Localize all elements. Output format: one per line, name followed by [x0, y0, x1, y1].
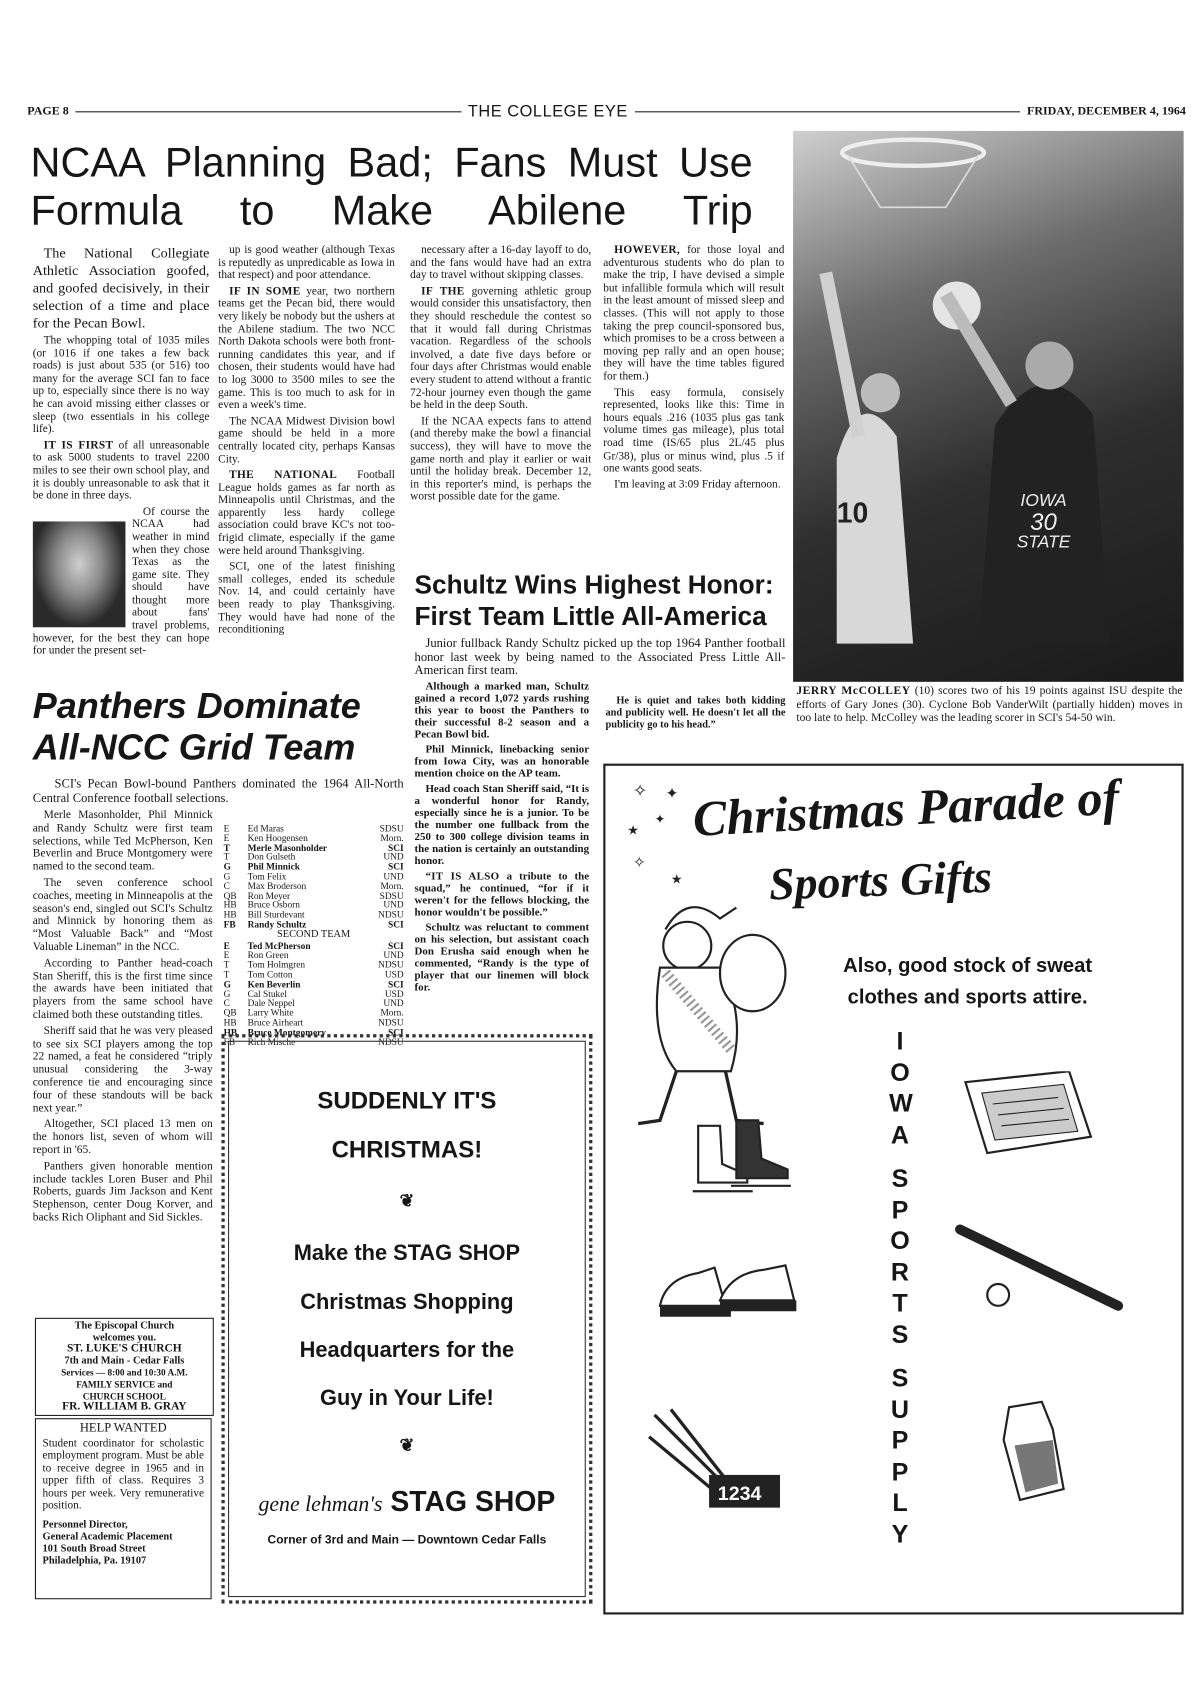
roster-position: G — [223, 987, 231, 999]
roster-position: QB — [223, 1007, 237, 1018]
gift-box-icon — [960, 1071, 1096, 1164]
roster-school: SCI — [387, 918, 404, 930]
help-wanted-contact — [43, 1519, 204, 1567]
paragraph-lead-in: “IT IS ALSO — [425, 870, 500, 883]
help-wanted-body: Student coordinator for scholastic employment program. Must be able to receive degree in 1965 and in upper fifth of class. Requires 3 hours per week. Very remunerative position. — [42, 1437, 204, 1512]
ncaa-column-1 — [33, 244, 210, 680]
brand-name: STAG SHOP — [390, 1484, 556, 1518]
roster-player: Bruce Osborn — [247, 899, 300, 911]
roster-player: Randy Schultz — [247, 918, 307, 930]
paragraph: IT IS FIRST of all unreasonable to ask 5000 students to travel 2200 miles to see their own school play, and it is doubly unreasonable to ask that it be done in three days. — [32, 439, 210, 502]
roster-player: Bruce Montgomery — [247, 1026, 327, 1038]
roster-position: T — [223, 959, 230, 970]
paragraph: Schultz was reluctant to comment on his selection, but assistant coach Don Erusha said enough when he commented, “Randy is the type of player that our linemen will block for. — [414, 921, 590, 994]
svg-text:★: ★ — [670, 871, 683, 887]
church-ad-line: FAMILY SERVICE and — [76, 1378, 173, 1390]
paragraph: Merle Masonholder, Phil Minnick and Randy Schultz were first team selections, while Ted McPherson, Ken Beverlin and Bruce Montgomery were named to the second team. — [32, 809, 213, 873]
paragraph: SCI, one of the latest finishing small colleges, ended its schedule Nov. 14, and could certainly have been ready to play Thanksgiving. They would have had none of the reconditioning — [218, 560, 395, 637]
stag-ad-line: Guy in Your Life! — [320, 1386, 494, 1411]
panthers-column — [33, 809, 213, 1311]
club-numbers: 1234 — [717, 1482, 762, 1505]
roster-player: Phil Minnick — [247, 860, 300, 872]
schultz-headline-line-1: Schultz Wins Highest Honor: — [414, 570, 774, 600]
contact-line: Philadelphia, Pa. 19107 — [42, 1555, 147, 1566]
roster-position: C — [223, 880, 230, 892]
roster-player: Tom Holmgren — [247, 959, 306, 970]
paragraph: up is good weather (although Texas is reputedly as unpredicable as Iowa in that respect) and poor attendance. — [218, 244, 395, 282]
paragraph: Head coach Stan Sheriff said, “It is a wonderful honor for Randy, especially since he is a junior. To be the number one fullback from the 250 to 300 college division teams in the nation is certainly an outstanding honor. — [414, 783, 590, 868]
roster-position: HB — [223, 1016, 237, 1028]
roster-position: G — [223, 860, 231, 872]
paragraph: According to Panther head-coach Stan Sheriff, this is the first time since the awards have been initiated that players from the same school have claimed both these outstanding titles. — [32, 957, 213, 1022]
paragraph: This easy formula, consisely represented, looks like this: Time in hours equals .216 (1035 plus gas tank volume times gas mileage), plus total road time (IS/65 plus 2L/45 plus Gr/38), plus or minus wind, plus .5 if one wants good seats. — [603, 386, 785, 475]
help-wanted-ad — [35, 1418, 212, 1599]
roster-school: NDSU — [378, 1016, 404, 1028]
baseball-bat-icon — [955, 1224, 1130, 1333]
stag-ad-line: Christmas Shopping — [300, 1290, 514, 1315]
roster-player: Merle Masonholder — [247, 841, 328, 853]
roster-player: Ed Maras — [247, 822, 284, 834]
paragraph: He is quiet and takes both kidding and publicity well. He doesn't let all the publicity go to his head.” — [605, 695, 786, 731]
paragraph-lead-in: HOWEVER, — [614, 244, 681, 257]
roster-position: E — [223, 939, 230, 951]
panthers-headline-line-1: Panthers Dominate — [32, 685, 361, 726]
paragraph: The whopping total of 1035 miles (or 1016 if one takes a few back roads) is just about 535 (or 516) too many for the average SCI fan to face up to, especially since there is no way he can avoid missing either classes or sleep (two essentials in his college life). — [32, 334, 210, 436]
roster-position: T — [223, 841, 230, 853]
header-rule — [634, 111, 1020, 112]
brand-script: gene lehman's — [258, 1492, 383, 1517]
ornament-icon: ❦ — [399, 1436, 415, 1456]
roster-first-team — [224, 824, 404, 930]
roster-school: Morn. — [380, 1007, 404, 1018]
schultz-headline-line-2: First Team Little All-America — [414, 602, 767, 632]
iowa-sports-supply-ad — [603, 764, 1183, 1615]
santa-with-drum-illustration — [627, 886, 802, 1137]
roster-player: Ken Beverlin — [247, 978, 301, 990]
svg-text:✦: ✦ — [665, 785, 679, 803]
roster-player: Bruce Airheart — [247, 1016, 304, 1028]
page-header — [27, 101, 1186, 121]
basketball-hoop — [842, 140, 984, 166]
paragraph: If the NCAA expects fans to attend (and thereby make the bowl a financial success), they will have to move the game north and play it earlier or wait until the holiday break. December 12, in this reporter's mind, is perhaps the worst possible date for the game. — [410, 415, 592, 504]
ornament-icon: ❦ — [399, 1192, 415, 1211]
roster-position: T — [223, 968, 230, 980]
roster-player: Cal Stukel — [247, 987, 287, 999]
paragraph-lead-in: IF IN SOME — [229, 285, 301, 298]
svg-text:★: ★ — [627, 822, 640, 838]
svg-text:✧: ✧ — [632, 780, 648, 801]
roster-position: G — [223, 870, 231, 882]
paragraph: IF IN SOME year, two northern teams get the Pecan bid, there would very likely be nobody but the ushers at the Abilene stadium. The two NCC North Dakota schools were both front-running candidates this year, and if chosen, their students would have had to log 3000 to 3500 miles to see the game. This is too much to ask for in even a week's time. — [218, 285, 395, 412]
paragraph: Panthers given honorable mention include tackles Loren Buser and Phil Roberts, guards Jim Jackson and Kent Stephenson, center Doug Korver, and backs Rich Oliphant and Sid Sickles. — [32, 1160, 213, 1224]
schultz-headline — [415, 569, 791, 632]
roster-position: E — [223, 949, 230, 961]
roster-position: C — [223, 997, 230, 1009]
church-ad-line: CHURCH SCHOOL — [82, 1390, 166, 1402]
roster-position: HB — [223, 1026, 238, 1038]
paragraph: THE NATIONAL Football League holds games as far north as Minneapolis until Christmas, and the apparently less hardy college association could brave KC's not too-frigid climate, especially if the game were held around Thanksgiving. — [218, 469, 395, 558]
paragraph: necessary after a 16-day layoff to do, and the fans would have had an extra day to travel without skipping classes. — [410, 244, 592, 282]
vertical-word-iowa: IOWA — [889, 1026, 913, 1149]
help-wanted-title: HELP WANTED — [79, 1421, 167, 1435]
roster-school: NDSU — [378, 959, 404, 970]
player-10-head — [861, 373, 900, 412]
church-ad-services: Services — 8:00 and 10:30 A.M. — [61, 1367, 188, 1379]
sneakers-icon — [655, 1257, 802, 1339]
paragraph: Altogether, SCI placed 13 men on the honors list, seven of whom will report in '65. — [32, 1118, 213, 1157]
svg-text:✦: ✦ — [654, 811, 666, 827]
golf-clubs-icon — [644, 1404, 786, 1524]
roster-school: SCI — [387, 1026, 404, 1038]
ncaa-column-3 — [410, 244, 591, 566]
caption-text: (10) scores two of his 19 points against ISU despite the efforts of Gary Jones (30). Cyclone Bob VanderWilt (partially hidden) moves in too late to help. McColley was the leading scorer in SCI's 54-50 win. — [796, 685, 1183, 725]
roster-position: G — [223, 978, 231, 990]
iowa-sports-supply-vertical — [884, 1025, 917, 1549]
jersey-text-iowa: IOWA — [1020, 491, 1067, 511]
stag-ad-address: Corner of 3rd and Main — Downtown Cedar Falls — [267, 1533, 547, 1547]
roster-school: UND — [383, 997, 404, 1009]
roster-school: SCI — [387, 978, 404, 990]
paragraph: IF THE governing athletic group would consider this unsatisfactory, then they should reschedule the contest so that it would fall during Christmas vacation. Regardless of the schools involved, a date five days before or four days after Christmas would enable every student to attend without a frantic 72-hour journey even though the game be held in the deep South. — [410, 285, 592, 412]
roster-school: SCI — [387, 841, 404, 853]
church-ad-line: The Episcopal Church — [74, 1321, 175, 1332]
roster-player: Ken Hoogensen — [247, 832, 308, 844]
roster-player: Ted McPherson — [247, 939, 311, 951]
roster-school: SCI — [387, 939, 404, 951]
schultz-column-b — [605, 696, 785, 751]
stag-ad-line: Headquarters for the — [299, 1338, 515, 1363]
panthers-headline — [33, 685, 409, 768]
roster-player: Rich Mische — [247, 1035, 296, 1047]
baseball-icon — [987, 1284, 1009, 1306]
player-10-arm — [826, 273, 859, 437]
roster-school: UND — [383, 851, 404, 863]
roster-player: Larry White — [247, 1007, 294, 1018]
roster-position: HB — [223, 908, 237, 920]
basketball-scene-illustration — [793, 131, 1184, 682]
jersey-text-state: STATE — [1016, 533, 1071, 552]
roster-position: HB — [223, 899, 237, 911]
ad-title-line-1: Christmas Parade of — [691, 768, 1121, 847]
roster-player: Ron Meyer — [247, 889, 291, 901]
roster-position: FB — [223, 918, 236, 930]
roster-player: Bill Sturdevant — [247, 908, 305, 920]
jersey-number-10: 10 — [836, 496, 869, 530]
roster-school: USD — [384, 987, 404, 999]
ncaa-headline-line-2: Formula to Make Abilene Trip — [30, 188, 753, 235]
stag-ad-headline-1: SUDDENLY IT'S — [317, 1086, 497, 1114]
roster-player: Tom Cotton — [247, 968, 293, 980]
paragraph: HOWEVER, for those loyal and adventurous students who do plan to make the trip, I have devised a simple but infallible formula which will result in the least amount of missed sleep and classes. (This will not apply to those taking the prep council-sponsored bus, which promises to be a cross between a moving pep rally and an open house; they will have the time tables figured for them.) — [603, 244, 785, 383]
contact-line: General Academic Placement — [42, 1531, 173, 1542]
roster-school: SCI — [387, 860, 404, 872]
ad-tagline: Also, good stock of sweat clothes and sports attire. — [843, 953, 1093, 1008]
roster-player: Tom Felix — [247, 870, 287, 882]
roster-second-team — [224, 941, 404, 1047]
roster-position: QB — [223, 889, 237, 901]
roster-school: NDSU — [378, 908, 404, 920]
paper-name: THE COLLEGE EYE — [467, 101, 628, 121]
roster-player: Max Broderson — [247, 880, 307, 892]
author-portrait — [33, 521, 126, 627]
roster-player: Dale Neppel — [247, 997, 295, 1009]
roster-position: E — [223, 832, 230, 844]
roster-position: T — [223, 851, 230, 863]
paragraph: The seven conference school coaches, meeting in Minneapolis at the season's end, singled out SCI's Schultz and Minnick by honoring them as “Most Valuable Back” and “Most Valuable Lineman” in the NCC. — [32, 877, 213, 954]
player-30-head — [1025, 341, 1073, 389]
ad-title-line-2: Sports Gifts — [768, 852, 993, 911]
paragraph-lead-in: THE NATIONAL — [229, 469, 338, 482]
church-ad-name: ST. LUKE'S CHURCH — [67, 1343, 182, 1356]
paragraph: The NCAA Midwest Division bowl game should be held in a more centrally located city, perhaps Kansas City. — [218, 415, 395, 466]
golf-bag-icon — [987, 1396, 1085, 1511]
stag-ad-headline-2: CHRISTMAS! — [331, 1135, 483, 1163]
all-ncc-roster — [224, 824, 404, 1047]
stag-ad-line: Make the STAG SHOP — [293, 1241, 521, 1266]
ice-skates-icon — [687, 1115, 796, 1197]
church-ad-line: welcomes you. — [92, 1332, 157, 1344]
church-ad-pastor: FR. WILLIAM B. GRAY — [62, 1400, 187, 1413]
ncaa-column-4 — [603, 244, 784, 566]
church-ad — [35, 1318, 214, 1416]
paragraph: I'm leaving at 3:09 Friday afternoon. — [614, 478, 781, 491]
paragraph: Sheriff said that he was very pleased to see six SCI players among the top 22 named, a feat he considered “triply unusual considering the 3-way conference tie and encouraging since four of these standouts will be back next year.” — [32, 1025, 213, 1115]
roster-school: Morn. — [380, 880, 404, 892]
paragraph: Of course the NCAA had weather in mind when they chose Texas as the game site. They should have thought more about fans' travel problems, however, for the best they can hope for under the present set- — [32, 505, 210, 657]
panthers-headline-line-2: All-NCC Grid Team — [32, 726, 356, 767]
roster-school: NDSU — [378, 1035, 404, 1047]
issue-date: FRIDAY, DECEMBER 4, 1964 — [1027, 104, 1186, 118]
roster-row — [224, 920, 404, 930]
svg-text:✧: ✧ — [632, 854, 646, 872]
vertical-word-supply: SUPPLY — [890, 1363, 910, 1548]
jersey-number-30: 30 — [1030, 508, 1057, 536]
header-rule — [75, 111, 461, 112]
schultz-intro — [415, 637, 786, 681]
caption-name: JERRY McCOLLEY — [796, 685, 911, 698]
church-ad-address: 7th and Main - Cedar Falls — [64, 1355, 185, 1367]
iowa-state-jersey — [1017, 491, 1071, 553]
roster-player: Don Gulseth — [247, 851, 296, 863]
stag-shop-logo — [225, 1485, 589, 1519]
roster-player: Ron Green — [247, 949, 289, 961]
roster-position: FB — [223, 1035, 236, 1047]
roster-school: UND — [383, 949, 404, 961]
roster-second-team-label: SECOND TEAM — [277, 929, 351, 941]
roster-school: Morn. — [380, 832, 404, 844]
paragraph-lead-in: IT IS FIRST — [43, 439, 114, 452]
roster-school: UND — [383, 899, 404, 911]
ncaa-column-2 — [218, 244, 395, 680]
page-number: PAGE 8 — [27, 104, 69, 118]
paragraph: The National Collegiate Athletic Association goofed, and goofed decisively, in their selection of a time and place for the Pecan Bowl. — [32, 244, 210, 331]
paragraph: Although a marked man, Schultz gained a record 1,072 yards rushing this year to boost the Panthers to their successful 8-2 season and a Pecan Bowl bid. — [414, 680, 590, 741]
paragraph: Phil Minnick, linebacking senior from Iowa City, was an honorable mention choice on the AP team. — [414, 743, 590, 780]
basketball-photo — [793, 131, 1184, 682]
vertical-word-sports: SPORTS — [890, 1163, 910, 1348]
stag-shop-ad — [221, 1034, 592, 1603]
roster-school: SDSU — [379, 822, 404, 834]
roster-position: E — [223, 822, 230, 834]
paragraph: Junior fullback Randy Schultz picked up the top 1964 Panther football honor last week by being named to the Associated Press Little All-American first team. — [414, 637, 786, 678]
roster-school: USD — [384, 968, 404, 980]
schultz-column-a — [415, 681, 590, 1032]
panthers-intro: SCI's Pecan Bowl-bound Panthers dominated the 1964 All-North Central Conference football selections. — [32, 777, 404, 805]
ncaa-headline-line-1: NCAA Planning Bad; Fans Must Use — [30, 140, 753, 187]
paragraph: “IT IS ALSO a tribute to the squad,” he continued, “for if it weren't for the fellows blocking, the honor wouldn't be possible.” — [414, 870, 590, 919]
paragraph-lead-in: IF THE — [421, 285, 465, 298]
contact-line: 101 South Broad Street — [42, 1543, 146, 1554]
photo-caption — [796, 685, 1182, 726]
drum-icon — [720, 935, 785, 1011]
contact-line: Personnel Director, — [42, 1519, 128, 1530]
roster-school: SDSU — [379, 889, 404, 901]
roster-school: UND — [383, 870, 404, 882]
